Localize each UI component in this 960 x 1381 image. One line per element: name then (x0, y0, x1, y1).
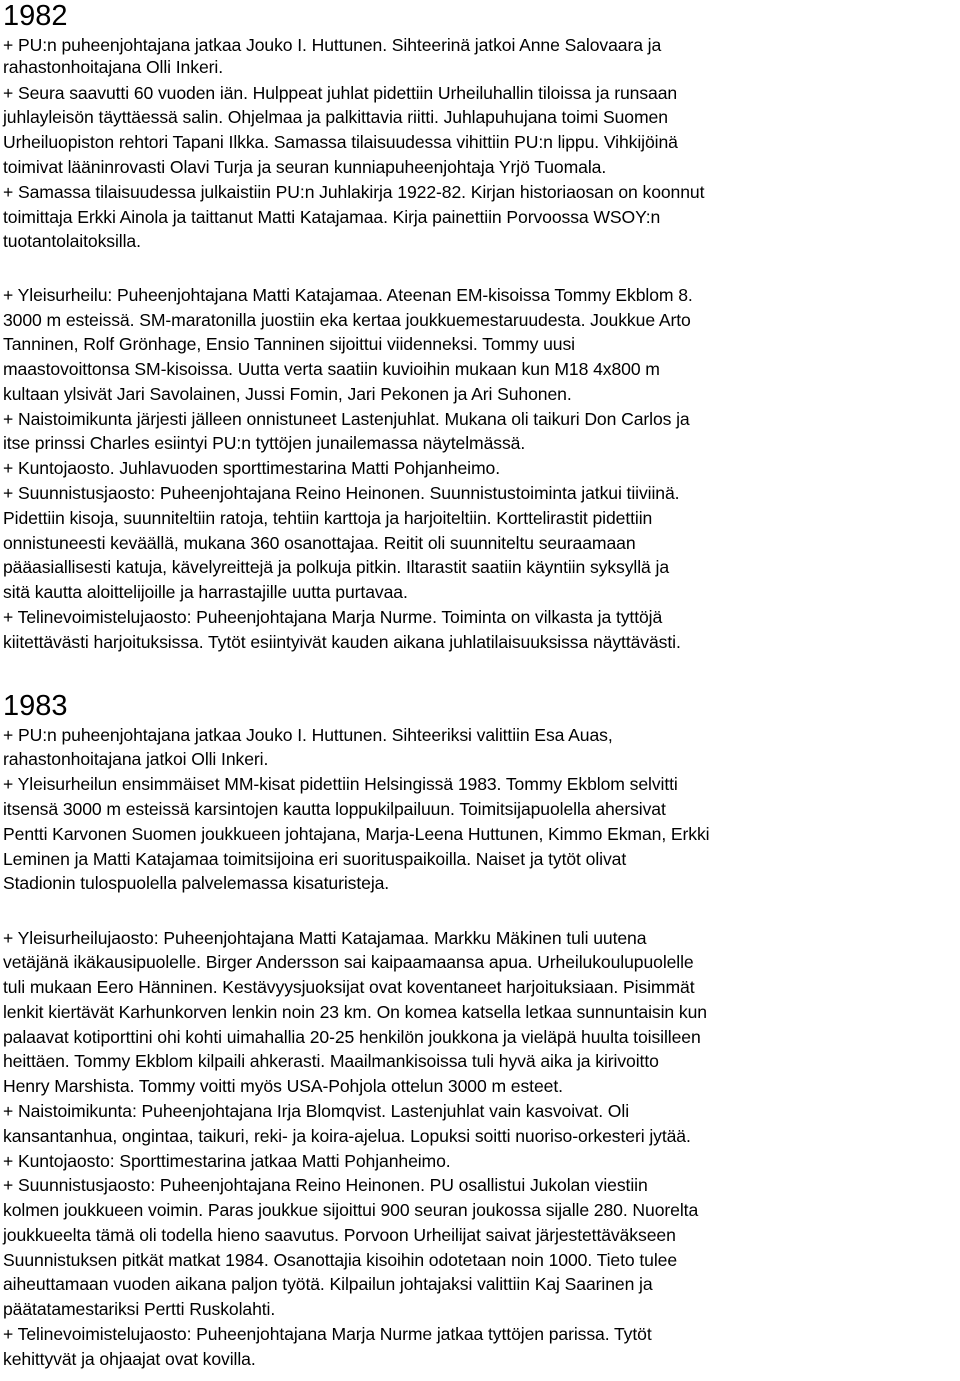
text-line: maastovoittonsa SM-kisoissa. Uutta verta saatiin kuvioihin mukaan kun M18 4x800 m (3, 359, 660, 379)
year-heading-1983: 1983 (3, 690, 68, 722)
text-line: + Naistoimikunta: Puheenjohtajana Irja Blomqvist. Lastenjuhlat vain kasvoivat. Oli (3, 1101, 630, 1121)
text-line: Pentti Karvonen Suomen joukkueen johtajana, Marja-Leena Huttunen, Kimmo Ekman, Erkki (3, 824, 710, 844)
text-line: juhlayleisön täyttäessä salin. Ohjelmaa ja palkittavia riitti. Juhlapuhujana toimi Suomen (3, 107, 668, 127)
text-line: vetäjänä ikäkausipuolelle. Birger Andersson sai kaipaamaansa apua. Urheilukoulupuolelle (3, 952, 694, 972)
text-line: + Yleisurheilun ensimmäiset MM-kisat pidettiin Helsingissä 1983. Tommy Ekblom selvitti (3, 774, 678, 794)
year-heading-1982: 1982 (3, 0, 68, 32)
text-line: pääasiallisesti katuja, kävelyreittejä ja polkuja pitkin. Iltarastit saatiin käyntiin syksyllä ja (3, 557, 670, 577)
text-line: + Suunnistusjaosto: Puheenjohtajana Reino Heinonen. Suunnistustoiminta jatkui tiiviinä. (3, 483, 680, 503)
text-line: toimivat lääninrovasti Olavi Turja ja seuran kunniapuheenjohtaja Yrjö Tuomala. (3, 157, 607, 177)
text-line: Suunnistuksen pitkät matkat 1984. Osanottajia kisoihin odotetaan noin 1000. Tieto tulee (3, 1250, 678, 1270)
text-line: kiitettävästi harjoituksissa. Tytöt esiintyivät kauden aikana juhlatilaisuuksissa näyttävästi. (3, 632, 681, 652)
text-line: + Suunnistusjaosto: Puheenjohtajana Reino Heinonen. PU osallistui Jukolan viestiin (3, 1175, 648, 1195)
text-line: aiheuttamaan vuoden aikana paljon työtä. Kilpailun johtajaksi valittiin Kaj Saarinen ja (3, 1274, 653, 1294)
text-line: Henry Marshista. Tommy voitti myös USA-Pohjola ottelun 3000 m esteet. (3, 1076, 563, 1096)
text-line: Pidettiin kisoja, suunniteltiin ratoja, tehtiin karttoja ja harjoiteltiin. Korttelirastit pidettiin (3, 508, 653, 528)
text-line: päätatamestariksi Pertti Ruskolahti. (3, 1299, 276, 1319)
text-line: kansantanhua, ongintaa, taikuri, reki- ja koira-ajelua. Lopuksi soitti nuoriso-orkesteri jytää. (3, 1126, 691, 1146)
text-line: + Yleisurheilu: Puheenjohtajana Matti Katajamaa. Ateenan EM-kisoissa Tommy Ekblom 8. (3, 285, 693, 305)
text-line: itse prinssi Charles esiintyi PU:n tyttöjen junailemassa näytelmässä. (3, 433, 526, 453)
text-line: Tanninen, Rolf Grönhage, Ensio Tanninen sijoittui viidenneksi. Tommy uusi (3, 334, 575, 354)
text-line: Leminen ja Matti Katajamaa toimitsijoina eri suorituspaikoilla. Naiset ja tytöt olivat (3, 849, 627, 869)
text-line: rahastonhoitajana Olli Inkeri. (3, 57, 223, 77)
text-line: + Telinevoimistelujaosto: Puheenjohtajana Marja Nurme jatkaa tyttöjen parissa. Tytöt (3, 1324, 652, 1344)
text-line: palaavat kotiporttini ohi kohti uimahallia 20-25 henkilön joukkona ja vieläpä huulta toisilleen (3, 1027, 701, 1047)
text-line: + PU:n puheenjohtajana jatkaa Jouko I. Huttunen. Sihteeriksi valittiin Esa Auas, (3, 725, 613, 745)
text-line: itsensä 3000 m esteissä karsintojen kautta loppukilpailuun. Toimitsijapuolella ahersivat (3, 799, 666, 819)
text-line: + Kuntojaosto. Juhlavuoden sporttimestarina Matti Pohjanheimo. (3, 458, 500, 478)
text-line: kehittyvät ja ohjaajat ovat kovilla. (3, 1349, 256, 1369)
text-line: + Samassa tilaisuudessa julkaistiin PU:n Juhlakirja 1922-82. Kirjan historiaosan on koonnut (3, 182, 705, 202)
text-line: kolmen joukkueen voimin. Paras joukkue sijoittui 900 seuran joukossa sijalle 280. Nuorelta (3, 1200, 699, 1220)
text-line: rahastonhoitajana jatkoi Olli Inkeri. (3, 749, 269, 769)
text-line: toimittaja Erkki Ainola ja taittanut Matti Katajamaa. Kirja painettiin Porvoossa WSOY:n (3, 207, 661, 227)
text-line: Stadionin tulospuolella palvelemassa kisaturisteja. (3, 873, 390, 893)
text-line: Urheiluopiston rehtori Tapani Ilkka. Samassa tilaisuudessa vihittiin PU:n lippu. Vihkijöinä (3, 132, 678, 152)
text-line: joukkueelta tämä oli todella hieno saavutus. Porvoon Urheilijat saivat järjestettäväkseen (3, 1225, 676, 1245)
text-line: kultaan ylsivät Jari Savolainen, Jussi Fomin, Jari Pekonen ja Ari Suhonen. (3, 384, 572, 404)
text-line: tuotantolaitoksilla. (3, 231, 141, 251)
text-line: + PU:n puheenjohtajana jatkaa Jouko I. Huttunen. Sihteerinä jatkoi Anne Salovaara ja (3, 35, 662, 55)
text-line: onnistuneesti keväällä, mukana 360 osanottajaa. Reitit oli suunniteltu seuraamaan (3, 533, 636, 553)
text-line: + Telinevoimistelujaosto: Puheenjohtajana Marja Nurme. Toiminta on vilkasta ja tyttöjä (3, 607, 663, 627)
text-line: + Seura saavutti 60 vuoden iän. Hulppeat juhlat pidettiin Urheiluhallin tiloissa ja runsaan (3, 83, 678, 103)
text-line: lenkit kiertävät Karhunkorven lenkin noin 23 km. On komea katsella letkaa sunnuntaisin kun (3, 1002, 707, 1022)
text-line: tuli mukaan Eero Hänninen. Kestävyysjuoksijat ovat koventaneet harjoituksiaan. Pisimmät (3, 977, 695, 997)
text-line: sitä kautta aloittelijoille ja harrastajille uutta purtavaa. (3, 582, 408, 602)
text-line: heittäen. Tommy Ekblom kilpaili ahkerasti. Maailmankisoissa tuli hyvä aika ja kirivoitto (3, 1051, 659, 1071)
text-line: + Yleisurheilujaosto: Puheenjohtajana Matti Katajamaa. Markku Mäkinen tuli uutena (3, 928, 647, 948)
text-line: + Naistoimikunta järjesti jälleen onnistuneet Lastenjuhlat. Mukana oli taikuri Don Carlos ja (3, 409, 690, 429)
text-line: 3000 m esteissä. SM-maratonilla juostiin eka kertaa joukkuemestaruudesta. Joukkue Arto (3, 310, 691, 330)
text-line: + Kuntojaosto: Sporttimestarina jatkaa Matti Pohjanheimo. (3, 1151, 451, 1171)
